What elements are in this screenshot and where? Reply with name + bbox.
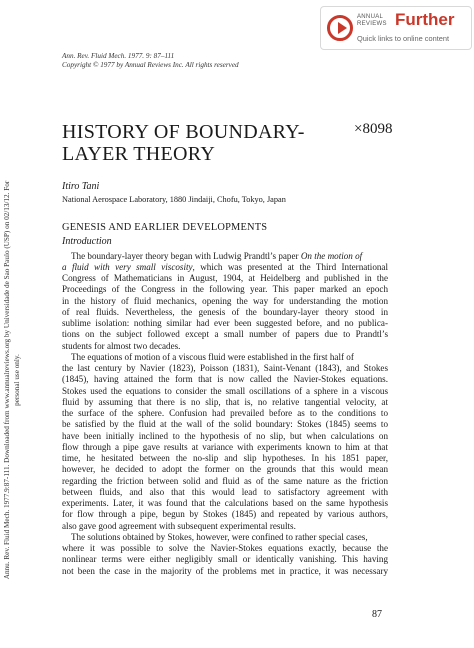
- body-line: the surface of the sphere. Confusion had prevailed before as to the conditions to: [62, 408, 388, 418]
- journal-citation: Ann. Rev. Fluid Mech. 1977. 9: 87–111: [62, 52, 175, 60]
- section-heading: GENESIS AND EARLIER DEVELOPMENTS: [62, 222, 268, 233]
- body-line: a fluid with very small viscosity, which was presented at the Third International: [62, 261, 388, 272]
- badge-brand: [357, 14, 387, 27]
- body-line: between fluids, and also that this would lead to satisfactory agreement with: [62, 486, 388, 497]
- body-line: (1845), having attained the form that is now called the Navier-Stokes equations.: [62, 374, 388, 385]
- body-line: experiments. Later, it was found that the calculations based on the same hypothesis: [62, 498, 388, 508]
- side-note-text: Annu. Rev. Fluid Mech. 1977.9:87-111. Downloaded from www.annualreviews.org by Universidade de Sao Paulo (USP) on 02/13/12. For personal use only.: [3, 180, 21, 580]
- author-affiliation: National Aerospace Laboratory, 1880 Jindaiji, Chofu, Tokyo, Japan: [62, 195, 286, 204]
- body-line: tions on the subject followed except a small number of papers due to Prandtl’s: [62, 329, 388, 340]
- badge-subtitle: Quick links to online content: [357, 34, 450, 43]
- body-line: flow through a pipe gave results at variance with experiments known to him at that: [62, 441, 388, 452]
- body-line: have been initially inclined to the hypothesis of no slip, but when calculations on: [62, 430, 388, 441]
- body-line: where it was possible to solve the Navier-Stokes equations exactly, because the: [62, 543, 388, 553]
- body-line: the last century by Navier (1823), Poisson (1831), Saint-Venant (1843), and Stokes: [62, 363, 388, 373]
- body-line: The solutions obtained by Stokes, however, were confined to rather special cases,: [71, 531, 368, 542]
- body-line: fluid by assuming that there is no slip, that is, no relative tangential velocity, at: [62, 396, 388, 407]
- badge-brand-line1: ANNUAL: [357, 14, 384, 20]
- body-line: not been the case in the majority of the problems met in practice, it was necessary: [62, 565, 388, 576]
- body-line: Congress of Mathematicians in August, 1904, at Heidelberg and published in the: [62, 273, 388, 283]
- body-line: The equations of motion of a viscous fluid were established in the first half of: [71, 351, 354, 362]
- body-line: Proceedings of the Congress in the following year. This paper marked an epoch: [62, 284, 388, 295]
- body-line: students for almost two decades.: [62, 340, 181, 351]
- badge-further-label: Further: [395, 10, 455, 29]
- body-text: [62, 251, 388, 577]
- body-line: of real fluids. Nevertheless, the genesis of the boundary-layer theory stood in: [62, 306, 388, 317]
- body-line: however, he decided to adopt the former on the grounds that this would mean: [62, 464, 388, 475]
- body-line: nonlinear terms were either negligibly small or identically vanishing. This having: [62, 554, 388, 565]
- body-line: Stokes used the equations to consider the small oscillations of a sphere in a viscous: [62, 385, 388, 396]
- page-number: 87: [372, 609, 382, 620]
- body-line: time, he hesitated between the no-slip and slip hypotheses. In his 1851 paper,: [62, 453, 388, 463]
- copyright-line: Copyright © 1977 by Annual Reviews Inc. All rights reserved: [62, 61, 239, 69]
- download-side-note: [3, 180, 25, 580]
- body-line: in the history of fluid mechanics, opening the way for understanding the motion: [62, 295, 388, 306]
- annual-reviews-logo-icon: [327, 15, 353, 41]
- author-name: Itiro Tani: [62, 181, 100, 192]
- badge-brand-line2: REVIEWS: [357, 20, 387, 27]
- body-line: sublime isolation: nothing similar had ever been suggested before, and no publica-: [62, 318, 388, 328]
- body-line: also gave good agreement with subsequent experimental results.: [62, 520, 296, 531]
- body-line: regarding the friction between solid and fluid as of the same nature as the friction: [62, 475, 388, 486]
- article-title: HISTORY OF BOUNDARY-LAYER THEORY: [62, 121, 305, 165]
- annual-reviews-further-badge[interactable]: [320, 6, 472, 50]
- document-number: ×8098: [354, 121, 393, 137]
- subsection-heading: Introduction: [62, 236, 112, 247]
- body-line: for flow through a pipe, begun by Stokes (1845) and repeated by various authors,: [62, 509, 388, 520]
- body-line: The boundary-layer theory began with Ludwig Prandtl’s paper On the motion of: [71, 250, 363, 261]
- body-line: be satisfied by the fluid at the wall of the solid boundary: Stokes (1845) seems to: [62, 419, 388, 430]
